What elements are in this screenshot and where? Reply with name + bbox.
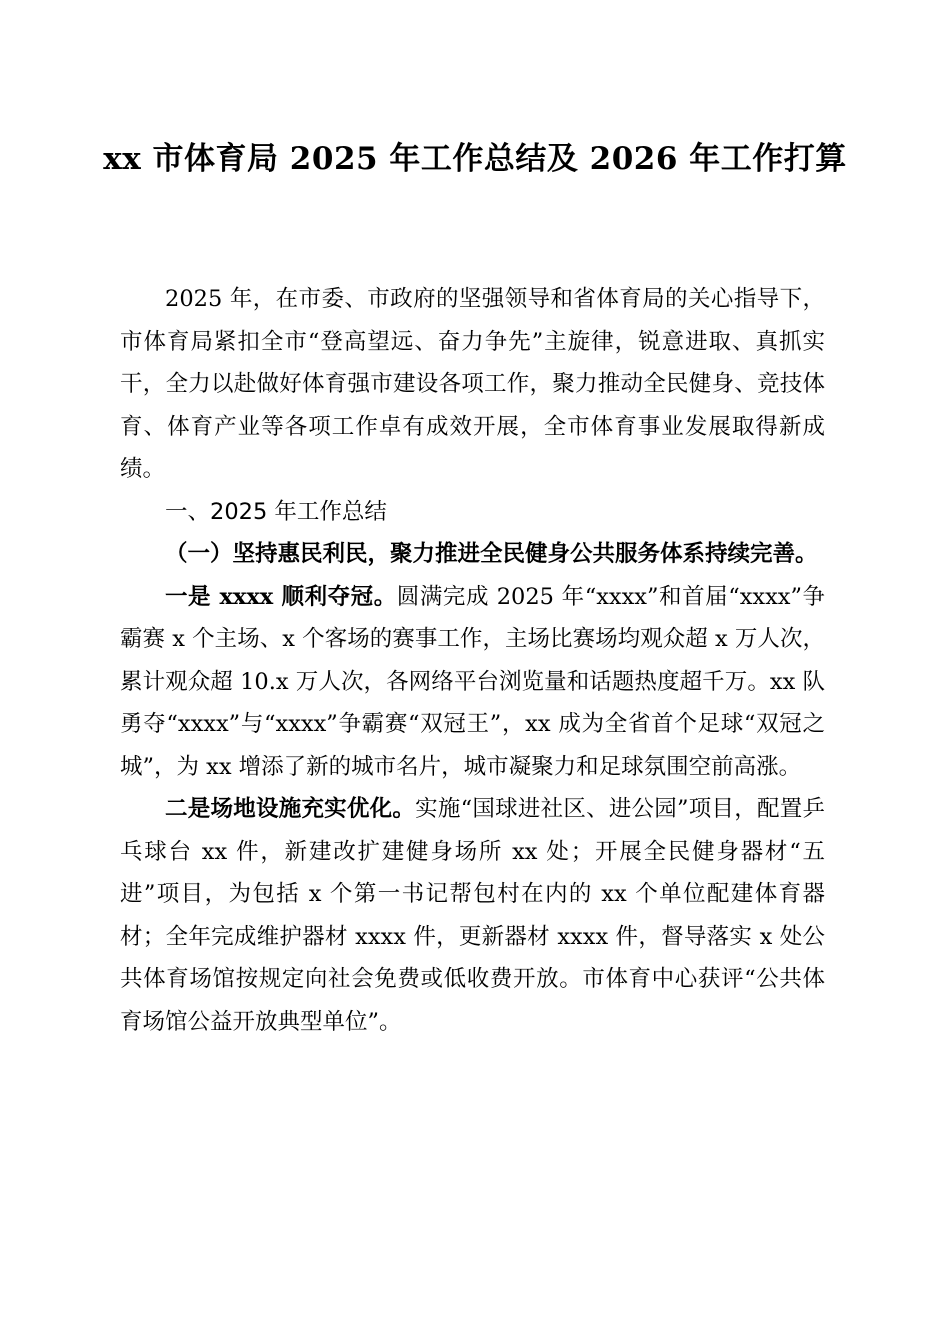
point-paragraph-1 [120,576,825,789]
section-heading: 一、2025 年工作总结 [165,498,387,525]
point-lead-2: 二是场地设施充实优化。 [165,796,416,822]
intro-paragraph: 2025 年，在市委、市政府的坚强领导和省体育局的关心指导下，市体育局紧扣全市“登高望远、奋力争先”主旋律，锐意进取、真抓实干，全力以赴做好体育强市建设各项工作，聚力推动全民健身、竞技体育、体育产业等各项工作卓有成效开展，全市体育事业发展取得新成绩。 [120,286,825,482]
point-paragraph-2 [120,788,825,1043]
document-title: xx 市体育局 2025 年工作总结及 2026 年工作打算 [103,141,847,177]
point-text-1: 圆满完成 2025 年“xxxx”和首届“xxxx”争霸赛 x 个主场、x 个客场的赛事工作，主场比赛场均观众超 x 万人次，累计观众超 10.x 万人次，各网络平台浏览量和话题热度超千万。xx 队勇夺“xxxx”与“xxxx”争霸赛“双冠王”，xx 成为全省首个足球“双冠之城”，为 xx 增添了新的城市名片，城市凝聚力和足球氛围空前高涨。 [120,583,826,780]
document-body [120,278,825,1043]
subsection-heading: （一）坚持惠民利民，聚力推进全民健身公共服务体系持续完善。 [165,541,818,567]
point-lead-1: 一是 xxxx 顺利夺冠。 [165,583,397,610]
point-text-2: 实施“国球进社区、进公园”项目，配置乒乓球台 xx 件，新建改扩建健身场所 xx 处；开展全民健身器材“五进”项目，为包括 x 个第一书记帮包村在内的 xx 个单位配建体育器材；全年完成维护器材 xxxx 件，更新器材 xxxx 件，督导落实 x 处公共体育场馆按规定向社会免费或低收费开放。市体育中心获评“公共体育场馆公益开放典型单位”。 [120,796,825,1035]
